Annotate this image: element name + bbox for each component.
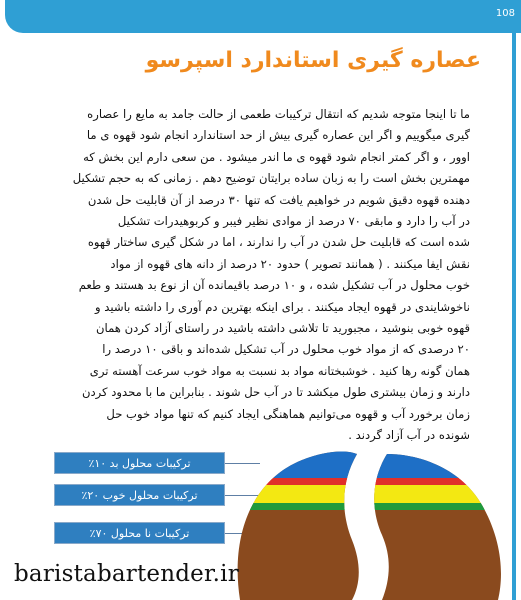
watermark-text: baristabartender.ir — [14, 561, 239, 587]
paragraph-line: ناخوشایندی در قهوه ایجاد میکنند . برای اینکه بهترین دم آوری را داشته باشید و — [95, 299, 470, 314]
page-number: 108 — [495, 8, 515, 19]
paragraph-line: خوب محلول در آب تشکیل شده ، و ۱۰ درصد باقیمانده آن از نوع بد هستند و طعم — [78, 278, 470, 293]
paragraph-line: زمان برخورد آب و قهوه می‌توانیم هماهنگی ایجاد کنیم که تنها مواد خوب حل — [106, 406, 470, 421]
paragraph-line: قهوه خوبی بنوشید ، مجبورید تا تلاشی داشته باشید در راستای آزاد کردن همان — [96, 321, 470, 336]
paragraph-line: شونده در آب آزاد گردند . — [348, 428, 470, 443]
paragraph-line: در آب را دارد و مابقی ۷۰ درصد از موادی نظیر فیبر و کربوهیدرات تشکیل — [117, 214, 470, 229]
label-good-solubles: ترکیبات محلول خوب ۲۰٪ — [54, 484, 225, 506]
paragraph-line: شده است که قابلیت حل شدن در آب را ندارند ، اما در شکل گیری ساختار قهوه — [87, 235, 470, 250]
paragraph-line: دهنده قهوه دقیق شویم در خواهیم یافت که تنها ۳۰ درصد از آن قابلیت حل شدن — [87, 192, 470, 207]
label-bad-solubles: ترکیبات محلول بد ۱۰٪ — [54, 452, 225, 474]
label-insolubles: ترکیبات نا محلول ۷۰٪ — [54, 522, 225, 544]
paragraph-line: گیری میگوییم و اگر این عصاره گیری بیش از حد استاندارد انجام شود قهوه ی ما — [86, 128, 470, 143]
paragraph-line: اوور ، و اگر کمتر انجام شود قهوه ی ما اندر میشود . من سعی دارم این بخش که — [83, 149, 470, 164]
paragraph-line: ما تا اینجا متوجه شدیم که انتقال ترکیبات طعمی از حالت جامد به مایع را عصاره — [87, 107, 470, 121]
body-paragraph — [38, 104, 470, 447]
bean-body — [212, 440, 512, 600]
paragraph-line: نقش ایفا میکنند . ( همانند تصویر ) حدود ۲۰ درصد از دانه های قهوه از مواد — [110, 256, 470, 271]
paragraph-line: مهمترین بخش است را به زبان ساده برایتان توضیح دهم . زمانی که به حجم تشکیل — [72, 171, 470, 186]
paragraph-line: دارند و زمان بیشتری طول میکشد تا در آب حل شوند . بنابراین ما با محدود کردن — [81, 385, 470, 400]
page-edge-line — [512, 33, 516, 600]
paragraph-line: همان گونه رها کنید . خوشبختانه مواد بد نسبت به مواد خوب سرعت آهسته تری — [89, 363, 470, 378]
bean-band-green — [212, 503, 512, 510]
watermark — [0, 553, 239, 598]
bean-band-good — [212, 485, 512, 503]
page-title: عصاره گیری استاندارد اسپرسو — [145, 48, 481, 73]
bean-band-accent — [212, 478, 512, 485]
paragraph-line: ۲۰ درصدی که از مواد خوب محلول در آب تشکیل شده‌اند و باقی ۱۰ درصد را — [102, 342, 470, 357]
bean-band-bad — [212, 440, 512, 478]
coffee-bean-diagram — [212, 440, 512, 600]
header-bar — [5, 0, 521, 33]
